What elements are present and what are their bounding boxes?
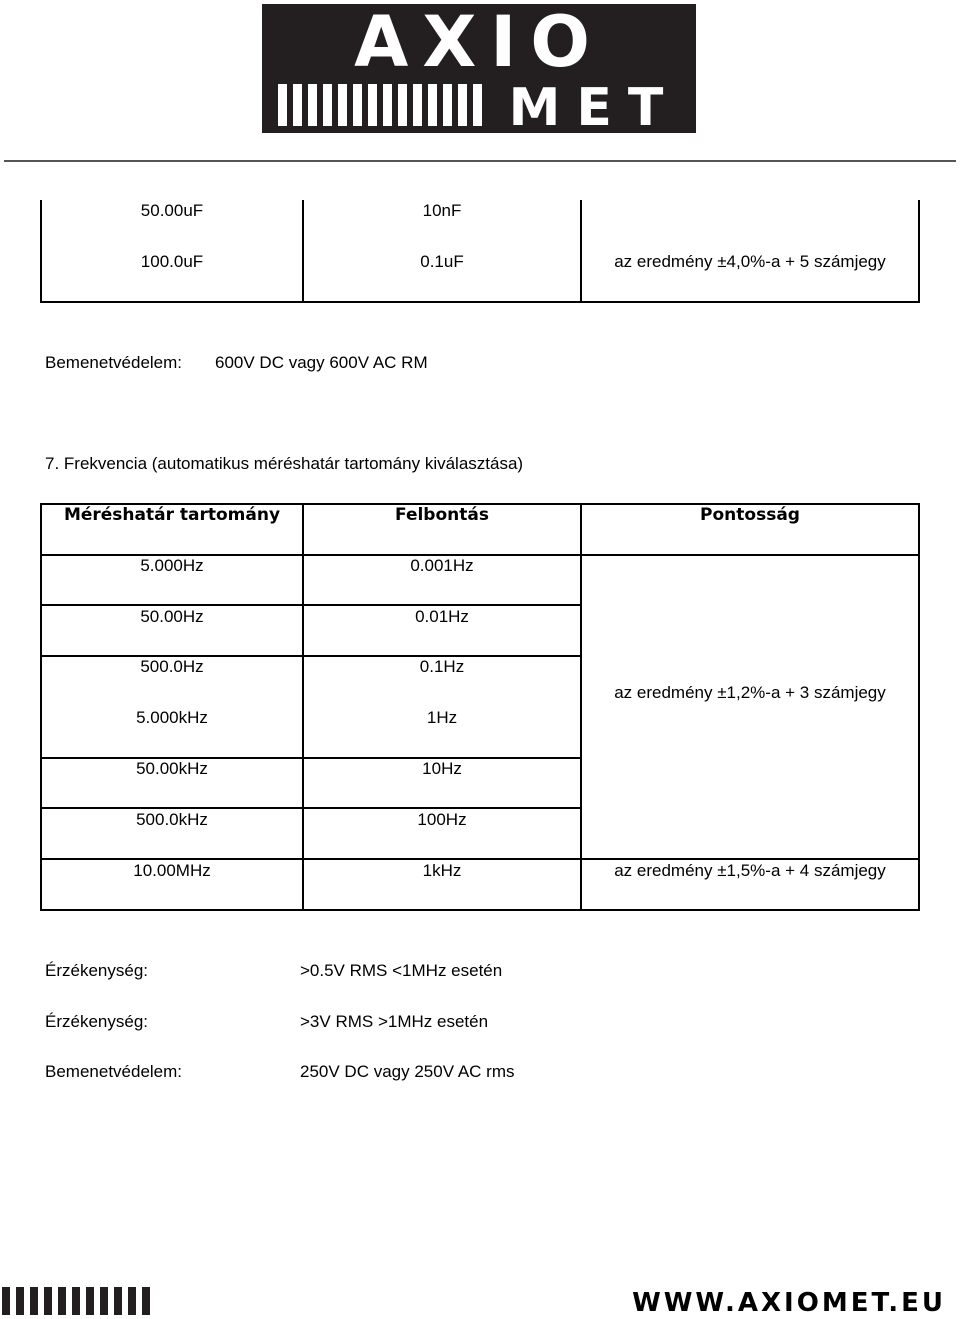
freq-resolution: 0.001Hz: [410, 556, 474, 575]
freq-range: 500.0kHz: [136, 810, 208, 829]
cap-range-1: 50.00uF: [140, 201, 204, 220]
footer-url: WWW.AXIOMET.EU: [632, 1288, 946, 1318]
freq-range: 50.00kHz: [136, 759, 208, 778]
freq-range: 500.0Hz: [140, 657, 204, 676]
cap-protection-value: 600V DC vagy 600V AC RM: [215, 353, 428, 372]
cap-resolution-1: 10nF: [422, 201, 462, 220]
freq-accuracy-main: az eredmény ±1,2%-a + 3 számjegy: [614, 683, 886, 702]
spec-value: >3V RMS >1MHz esetén: [300, 1012, 489, 1031]
logo-top-text: AXIO: [354, 4, 604, 83]
logo-bottom-text: MET: [508, 78, 680, 133]
axiomet-logo: [262, 4, 696, 133]
freq-resolution: 1kHz: [422, 861, 462, 880]
spec-value: >0.5V RMS <1MHz esetén: [300, 961, 503, 980]
header-accuracy: Pontosság: [700, 505, 800, 525]
freq-resolution: 10Hz: [422, 759, 462, 778]
freq-accuracy-mhz: az eredmény ±1,5%-a + 4 számjegy: [614, 861, 886, 880]
cap-range-2: 100.0uF: [140, 252, 204, 271]
freq-resolution: 1Hz: [426, 708, 458, 727]
header-range: Méréshatár tartomány: [63, 505, 281, 525]
freq-range: 5.000Hz: [140, 556, 204, 575]
cap-accuracy: az eredmény ±4,0%-a + 5 számjegy: [614, 252, 886, 271]
spec-value: 250V DC vagy 250V AC rms: [300, 1062, 515, 1081]
spec-label: Bemenetvédelem:: [45, 1062, 183, 1081]
footer-bars-icon: [2, 1287, 162, 1319]
spec-label: Érzékenység:: [45, 1012, 148, 1031]
freq-range: 5.000kHz: [136, 708, 208, 727]
section-heading: 7. Frekvencia (automatikus méréshatár tartomány kiválasztása): [45, 454, 524, 473]
freq-resolution: 0.01Hz: [415, 607, 469, 626]
cap-resolution-2: 0.1uF: [420, 252, 464, 271]
header-resolution: Felbontás: [395, 505, 489, 525]
freq-range: 50.00Hz: [140, 607, 204, 626]
header-rule: [4, 160, 956, 162]
logo-bars-icon: [278, 84, 482, 126]
cap-protection-label: Bemenetvédelem:: [45, 353, 183, 372]
freq-resolution: 0.1Hz: [419, 657, 465, 676]
freq-range: 10.00MHz: [133, 861, 211, 880]
spec-label: Érzékenység:: [45, 961, 148, 980]
freq-resolution: 100Hz: [417, 810, 467, 829]
